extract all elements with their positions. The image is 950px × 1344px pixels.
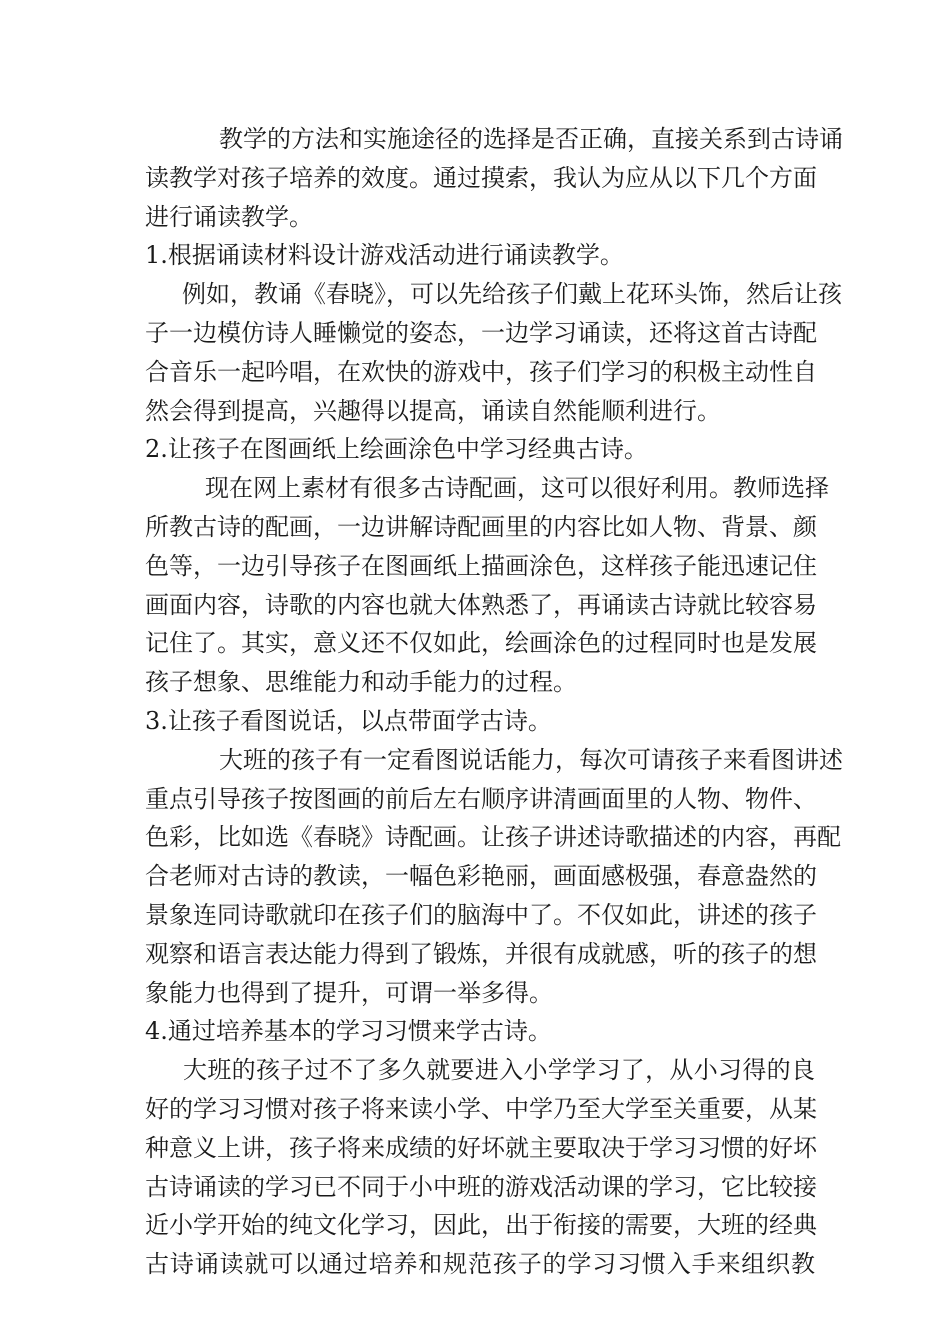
paragraph-line: 古诗诵读的学习已不同于小中班的游戏活动课的学习，它比较接 bbox=[145, 1172, 817, 1201]
paragraph-line: 子一边模仿诗人睡懒觉的姿态，一边学习诵读，还将这首古诗配 bbox=[145, 318, 817, 347]
paragraph-line: 大班的孩子过不了多久就要进入小学学习了，从小习得的良 bbox=[183, 1056, 815, 1085]
paragraph-line: 观察和语言表达能力得到了锻炼，并很有成就感，听的孩子的想 bbox=[145, 939, 817, 968]
paragraph-line: 例如，教诵《春晓》，可以先给孩子们戴上花环头饰，然后让孩 bbox=[182, 280, 842, 309]
section-2 bbox=[145, 430, 829, 702]
paragraph-line: 合音乐一起吟唱，在欢快的游戏中，孩子们学习的积极主动性自 bbox=[145, 357, 817, 386]
paragraph-line: 近小学开始的纯文化学习，因此，出于衔接的需要，大班的经典 bbox=[145, 1211, 817, 1240]
paragraph-line: 大班的孩子有一定看图说话能力，每次可请孩子来看图讲述 bbox=[219, 745, 843, 774]
paragraph-line: 记住了。其实，意义还不仅如此，绘画涂色的过程同时也是发展 bbox=[145, 629, 817, 658]
section-heading: 3.让孩子看图说话，以点带面学古诗。 bbox=[145, 706, 552, 735]
paragraph-line: 重点引导孩子按图画的前后左右顺序讲清画面里的人物、物件、 bbox=[145, 784, 817, 813]
section-3 bbox=[145, 702, 843, 1012]
intro-paragraph bbox=[145, 120, 843, 236]
paragraph-line: 读教学对孩子培养的效度。通过摸索，我认为应从以下几个方面 bbox=[145, 163, 817, 192]
section-heading: 4.通过培养基本的学习习惯来学古诗。 bbox=[145, 1017, 552, 1046]
section-4 bbox=[145, 1012, 815, 1284]
paragraph-line: 所教古诗的配画，一边讲解诗配画里的内容比如人物、背景、颜 bbox=[145, 512, 817, 541]
paragraph-line: 色彩，比如选《春晓》诗配画。让孩子讲述诗歌描述的内容，再配 bbox=[145, 823, 841, 852]
paragraph-line: 合老师对古诗的教读，一幅色彩艳丽，画面感极强，春意盎然的 bbox=[145, 862, 817, 891]
section-1 bbox=[145, 236, 842, 430]
paragraph-line: 古诗诵读就可以通过培养和规范孩子的学习习惯入手来组织教 bbox=[145, 1250, 815, 1279]
paragraph-line: 景象连同诗歌就印在孩子们的脑海中了。不仅如此，讲述的孩子 bbox=[145, 900, 817, 929]
paragraph-line: 好的学习习惯对孩子将来读小学、中学乃至大学至关重要，从某 bbox=[145, 1094, 817, 1123]
paragraph-line: 种意义上讲，孩子将来成绩的好坏就主要取决于学习习惯的好坏 bbox=[145, 1133, 817, 1162]
paragraph-line: 色等，一边引导孩子在图画纸上描画涂色，这样孩子能迅速记住 bbox=[145, 551, 817, 580]
paragraph-line: 教学的方法和实施途径的选择是否正确，直接关系到古诗诵 bbox=[219, 125, 843, 153]
paragraph-line: 进行诵读教学。 bbox=[145, 202, 313, 231]
paragraph-line: 然会得到提高，兴趣得以提高，诵读自然能顺利进行。 bbox=[145, 396, 721, 425]
paragraph-line: 孩子想象、思维能力和动手能力的过程。 bbox=[145, 668, 577, 697]
section-heading: 1.根据诵读材料设计游戏活动进行诵读教学。 bbox=[145, 241, 624, 270]
paragraph-line: 现在网上素材有很多古诗配画，这可以很好利用。教师选择 bbox=[205, 474, 829, 503]
document-body bbox=[145, 120, 843, 1284]
paragraph-line: 画面内容，诗歌的内容也就大体熟悉了，再诵读古诗就比较容易 bbox=[145, 590, 817, 619]
section-heading: 2.让孩子在图画纸上绘画涂色中学习经典古诗。 bbox=[145, 435, 648, 464]
paragraph-line: 象能力也得到了提升，可谓一举多得。 bbox=[145, 978, 553, 1007]
